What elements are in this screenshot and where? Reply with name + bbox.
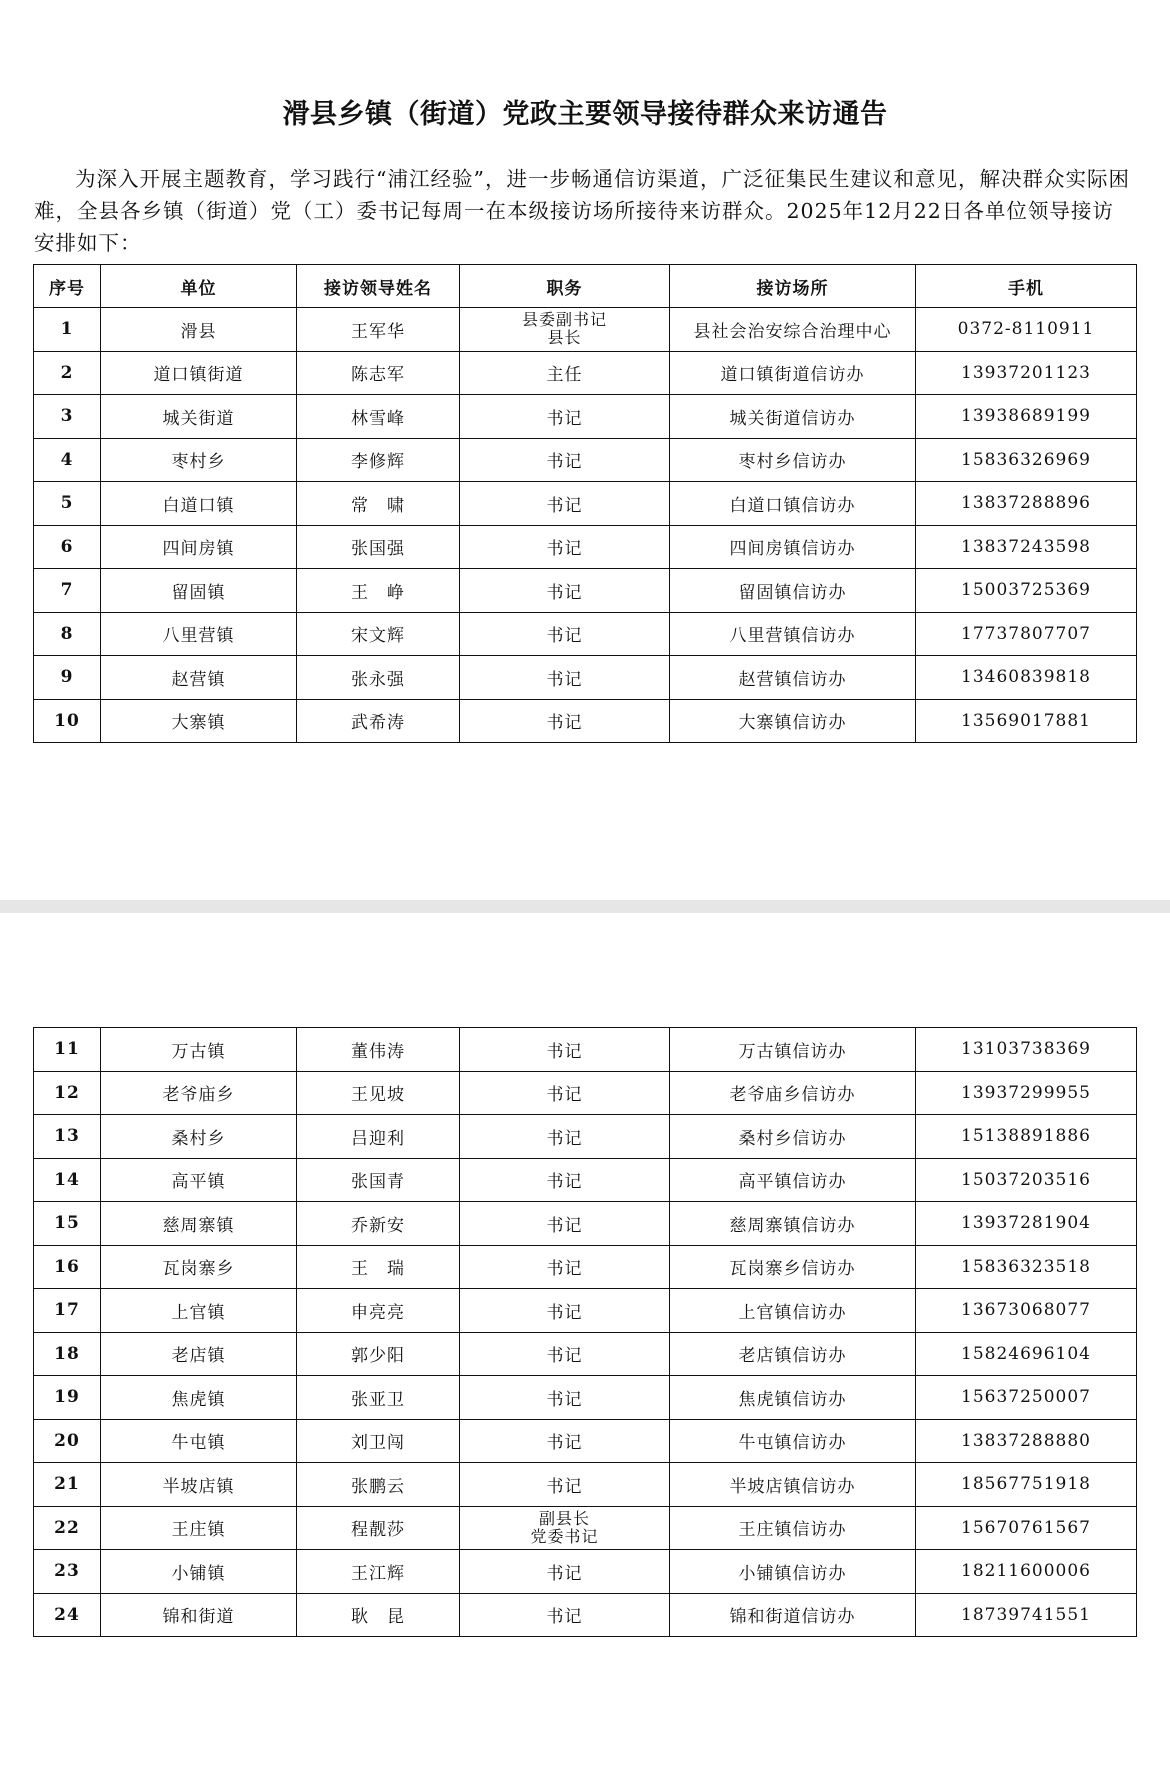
cell-no: 9: [34, 656, 101, 700]
cell-unit: 大寨镇: [101, 699, 297, 743]
cell-no: 21: [34, 1463, 101, 1507]
cell-no: 24: [34, 1593, 101, 1637]
cell-position: 书记: [460, 699, 670, 743]
table-row: [34, 308, 1137, 352]
cell-phone: 18739741551: [916, 1593, 1137, 1637]
cell-phone: 18567751918: [916, 1463, 1137, 1507]
cell-phone: 13937281904: [916, 1202, 1137, 1246]
table-row: [34, 1550, 1137, 1594]
cell-phone: 13837243598: [916, 525, 1137, 569]
cell-phone: 15836323518: [916, 1245, 1137, 1289]
cell-place: 老店镇信访办: [670, 1332, 916, 1376]
cell-place: 城关街道信访办: [670, 395, 916, 439]
cell-phone: 18211600006: [916, 1550, 1137, 1594]
cell-no: 1: [34, 308, 101, 352]
cell-leader: 张国青: [297, 1158, 460, 1202]
cell-position: 书记: [460, 1289, 670, 1333]
cell-place: 高平镇信访办: [670, 1158, 916, 1202]
cell-position: 主任: [460, 351, 670, 395]
intro-paragraph: 为深入开展主题教育，学习践行“浦江经验”，进一步畅通信访渠道，广泛征集民生建议和意见，解决群众实际困难，全县各乡镇（街道）党（工）委书记每周一在本级接访场所接待来访群众。2025年12月22日各单位领导接访安排如下：: [34, 167, 1130, 255]
cell-leader: 张永强: [297, 656, 460, 700]
cell-place: 留固镇信访办: [670, 569, 916, 613]
cell-position: 书记: [460, 525, 670, 569]
cell-position: 书记: [460, 612, 670, 656]
header-leader: 接访领导姓名: [297, 265, 460, 308]
table-row: [34, 1332, 1137, 1376]
cell-no: 12: [34, 1071, 101, 1115]
cell-place: 桑村乡信访办: [670, 1115, 916, 1159]
reception-schedule-table-page-1: [33, 264, 1137, 743]
cell-no: 19: [34, 1376, 101, 1420]
cell-leader: 张国强: [297, 525, 460, 569]
cell-position: 书记: [460, 1158, 670, 1202]
cell-no: 2: [34, 351, 101, 395]
cell-place: 慈周寨镇信访办: [670, 1202, 916, 1246]
cell-phone: 15138891886: [916, 1115, 1137, 1159]
cell-phone: 13837288896: [916, 482, 1137, 526]
cell-phone: 13569017881: [916, 699, 1137, 743]
cell-no: 8: [34, 612, 101, 656]
cell-unit: 白道口镇: [101, 482, 297, 526]
cell-phone: 13837288880: [916, 1419, 1137, 1463]
cell-position: 书记: [460, 656, 670, 700]
table-row: [34, 656, 1137, 700]
cell-phone: 15037203516: [916, 1158, 1137, 1202]
cell-unit: 四间房镇: [101, 525, 297, 569]
cell-no: 4: [34, 438, 101, 482]
cell-phone: 13937299955: [916, 1071, 1137, 1115]
cell-leader: 程靓莎: [297, 1506, 460, 1550]
cell-position: 书记: [460, 569, 670, 613]
cell-unit: 王庄镇: [101, 1506, 297, 1550]
cell-position: 副县长 党委书记: [460, 1506, 670, 1550]
cell-place: 八里营镇信访办: [670, 612, 916, 656]
cell-unit: 留固镇: [101, 569, 297, 613]
table-row: [34, 1202, 1137, 1246]
cell-leader: 常 啸: [297, 482, 460, 526]
cell-position: 书记: [460, 1463, 670, 1507]
table-row: [34, 1071, 1137, 1115]
header-phone: 手机: [916, 265, 1137, 308]
cell-place: 白道口镇信访办: [670, 482, 916, 526]
cell-leader: 宋文辉: [297, 612, 460, 656]
cell-phone: 15824696104: [916, 1332, 1137, 1376]
cell-phone: 13460839818: [916, 656, 1137, 700]
table-row: [34, 482, 1137, 526]
cell-unit: 枣村乡: [101, 438, 297, 482]
cell-place: 万古镇信访办: [670, 1028, 916, 1072]
table-row: [34, 1289, 1137, 1333]
cell-leader: 武希涛: [297, 699, 460, 743]
cell-place: 半坡店镇信访办: [670, 1463, 916, 1507]
table-row: [34, 1245, 1137, 1289]
cell-phone: 0372-8110911: [916, 308, 1137, 352]
cell-place: 牛屯镇信访办: [670, 1419, 916, 1463]
cell-phone: 15003725369: [916, 569, 1137, 613]
cell-position: 书记: [460, 1028, 670, 1072]
table-row: [34, 1419, 1137, 1463]
cell-leader: 董伟涛: [297, 1028, 460, 1072]
cell-no: 16: [34, 1245, 101, 1289]
cell-position: 书记: [460, 1115, 670, 1159]
cell-place: 老爷庙乡信访办: [670, 1071, 916, 1115]
cell-phone: 13103738369: [916, 1028, 1137, 1072]
cell-leader: 乔新安: [297, 1202, 460, 1246]
cell-unit: 慈周寨镇: [101, 1202, 297, 1246]
cell-leader: 林雪峰: [297, 395, 460, 439]
cell-leader: 王军华: [297, 308, 460, 352]
cell-no: 6: [34, 525, 101, 569]
cell-no: 11: [34, 1028, 101, 1072]
cell-position: 书记: [460, 438, 670, 482]
cell-position: 县委副书记 县长: [460, 308, 670, 352]
cell-place: 枣村乡信访办: [670, 438, 916, 482]
cell-phone: 13673068077: [916, 1289, 1137, 1333]
cell-place: 道口镇街道信访办: [670, 351, 916, 395]
cell-position: 书记: [460, 482, 670, 526]
cell-place: 瓦岗寨乡信访办: [670, 1245, 916, 1289]
cell-no: 7: [34, 569, 101, 613]
cell-leader: 王 瑞: [297, 1245, 460, 1289]
table-row: [34, 1593, 1137, 1637]
cell-unit: 焦虎镇: [101, 1376, 297, 1420]
cell-leader: 耿 昆: [297, 1593, 460, 1637]
cell-place: 锦和街道信访办: [670, 1593, 916, 1637]
cell-phone: 15670761567: [916, 1506, 1137, 1550]
table-row: [34, 1115, 1137, 1159]
cell-leader: 郭少阳: [297, 1332, 460, 1376]
cell-leader: 刘卫闯: [297, 1419, 460, 1463]
cell-place: 王庄镇信访办: [670, 1506, 916, 1550]
cell-unit: 桑村乡: [101, 1115, 297, 1159]
table-row: [34, 699, 1137, 743]
header-no: 序号: [34, 265, 101, 308]
cell-place: 赵营镇信访办: [670, 656, 916, 700]
cell-position: 书记: [460, 1332, 670, 1376]
table-header-row: [34, 265, 1137, 308]
cell-unit: 滑县: [101, 308, 297, 352]
cell-unit: 万古镇: [101, 1028, 297, 1072]
cell-leader: 张鹏云: [297, 1463, 460, 1507]
cell-position: 书记: [460, 1071, 670, 1115]
cell-phone: 17737807707: [916, 612, 1137, 656]
cell-position: 书记: [460, 1202, 670, 1246]
cell-leader: 吕迎利: [297, 1115, 460, 1159]
table-row: [34, 1028, 1137, 1072]
cell-leader: 陈志军: [297, 351, 460, 395]
cell-leader: 王见坡: [297, 1071, 460, 1115]
cell-place: 上官镇信访办: [670, 1289, 916, 1333]
cell-leader: 申亮亮: [297, 1289, 460, 1333]
cell-position: 书记: [460, 1376, 670, 1420]
table-row: [34, 1463, 1137, 1507]
table-row: [34, 351, 1137, 395]
cell-unit: 老店镇: [101, 1332, 297, 1376]
header-position: 职务: [460, 265, 670, 308]
cell-unit: 上官镇: [101, 1289, 297, 1333]
cell-position: 书记: [460, 1245, 670, 1289]
cell-no: 22: [34, 1506, 101, 1550]
reception-schedule-table-page-2: [33, 1027, 1137, 1637]
document-title: 滑县乡镇（街道）党政主要领导接待群众来访通告: [282, 99, 888, 130]
cell-unit: 小铺镇: [101, 1550, 297, 1594]
table-row: [34, 1506, 1137, 1550]
cell-position: 书记: [460, 1550, 670, 1594]
cell-place: 四间房镇信访办: [670, 525, 916, 569]
table-row: [34, 525, 1137, 569]
cell-position: 书记: [460, 395, 670, 439]
cell-unit: 高平镇: [101, 1158, 297, 1202]
cell-no: 13: [34, 1115, 101, 1159]
cell-phone: 15836326969: [916, 438, 1137, 482]
cell-place: 县社会治安综合治理中心: [670, 308, 916, 352]
cell-unit: 锦和街道: [101, 1593, 297, 1637]
cell-place: 焦虎镇信访办: [670, 1376, 916, 1420]
cell-phone: 13938689199: [916, 395, 1137, 439]
cell-unit: 道口镇街道: [101, 351, 297, 395]
table-row: [34, 612, 1137, 656]
header-place: 接访场所: [670, 265, 916, 308]
cell-unit: 瓦岗寨乡: [101, 1245, 297, 1289]
cell-place: 小铺镇信访办: [670, 1550, 916, 1594]
cell-no: 10: [34, 699, 101, 743]
table-row: [34, 395, 1137, 439]
cell-no: 20: [34, 1419, 101, 1463]
cell-phone: 13937201123: [916, 351, 1137, 395]
cell-position: 书记: [460, 1593, 670, 1637]
cell-unit: 牛屯镇: [101, 1419, 297, 1463]
cell-position: 书记: [460, 1419, 670, 1463]
cell-unit: 半坡店镇: [101, 1463, 297, 1507]
cell-no: 5: [34, 482, 101, 526]
cell-no: 23: [34, 1550, 101, 1594]
cell-unit: 城关街道: [101, 395, 297, 439]
cell-no: 15: [34, 1202, 101, 1246]
cell-no: 18: [34, 1332, 101, 1376]
cell-unit: 八里营镇: [101, 612, 297, 656]
cell-no: 17: [34, 1289, 101, 1333]
cell-place: 大寨镇信访办: [670, 699, 916, 743]
page-separator: [0, 900, 1170, 913]
cell-leader: 王江辉: [297, 1550, 460, 1594]
cell-leader: 王 峥: [297, 569, 460, 613]
header-unit: 单位: [101, 265, 297, 308]
table-row: [34, 569, 1137, 613]
cell-leader: 李修辉: [297, 438, 460, 482]
table-row: [34, 1376, 1137, 1420]
cell-no: 3: [34, 395, 101, 439]
cell-phone: 15637250007: [916, 1376, 1137, 1420]
cell-leader: 张亚卫: [297, 1376, 460, 1420]
table-row: [34, 438, 1137, 482]
table-row: [34, 1158, 1137, 1202]
cell-unit: 赵营镇: [101, 656, 297, 700]
cell-unit: 老爷庙乡: [101, 1071, 297, 1115]
cell-no: 14: [34, 1158, 101, 1202]
